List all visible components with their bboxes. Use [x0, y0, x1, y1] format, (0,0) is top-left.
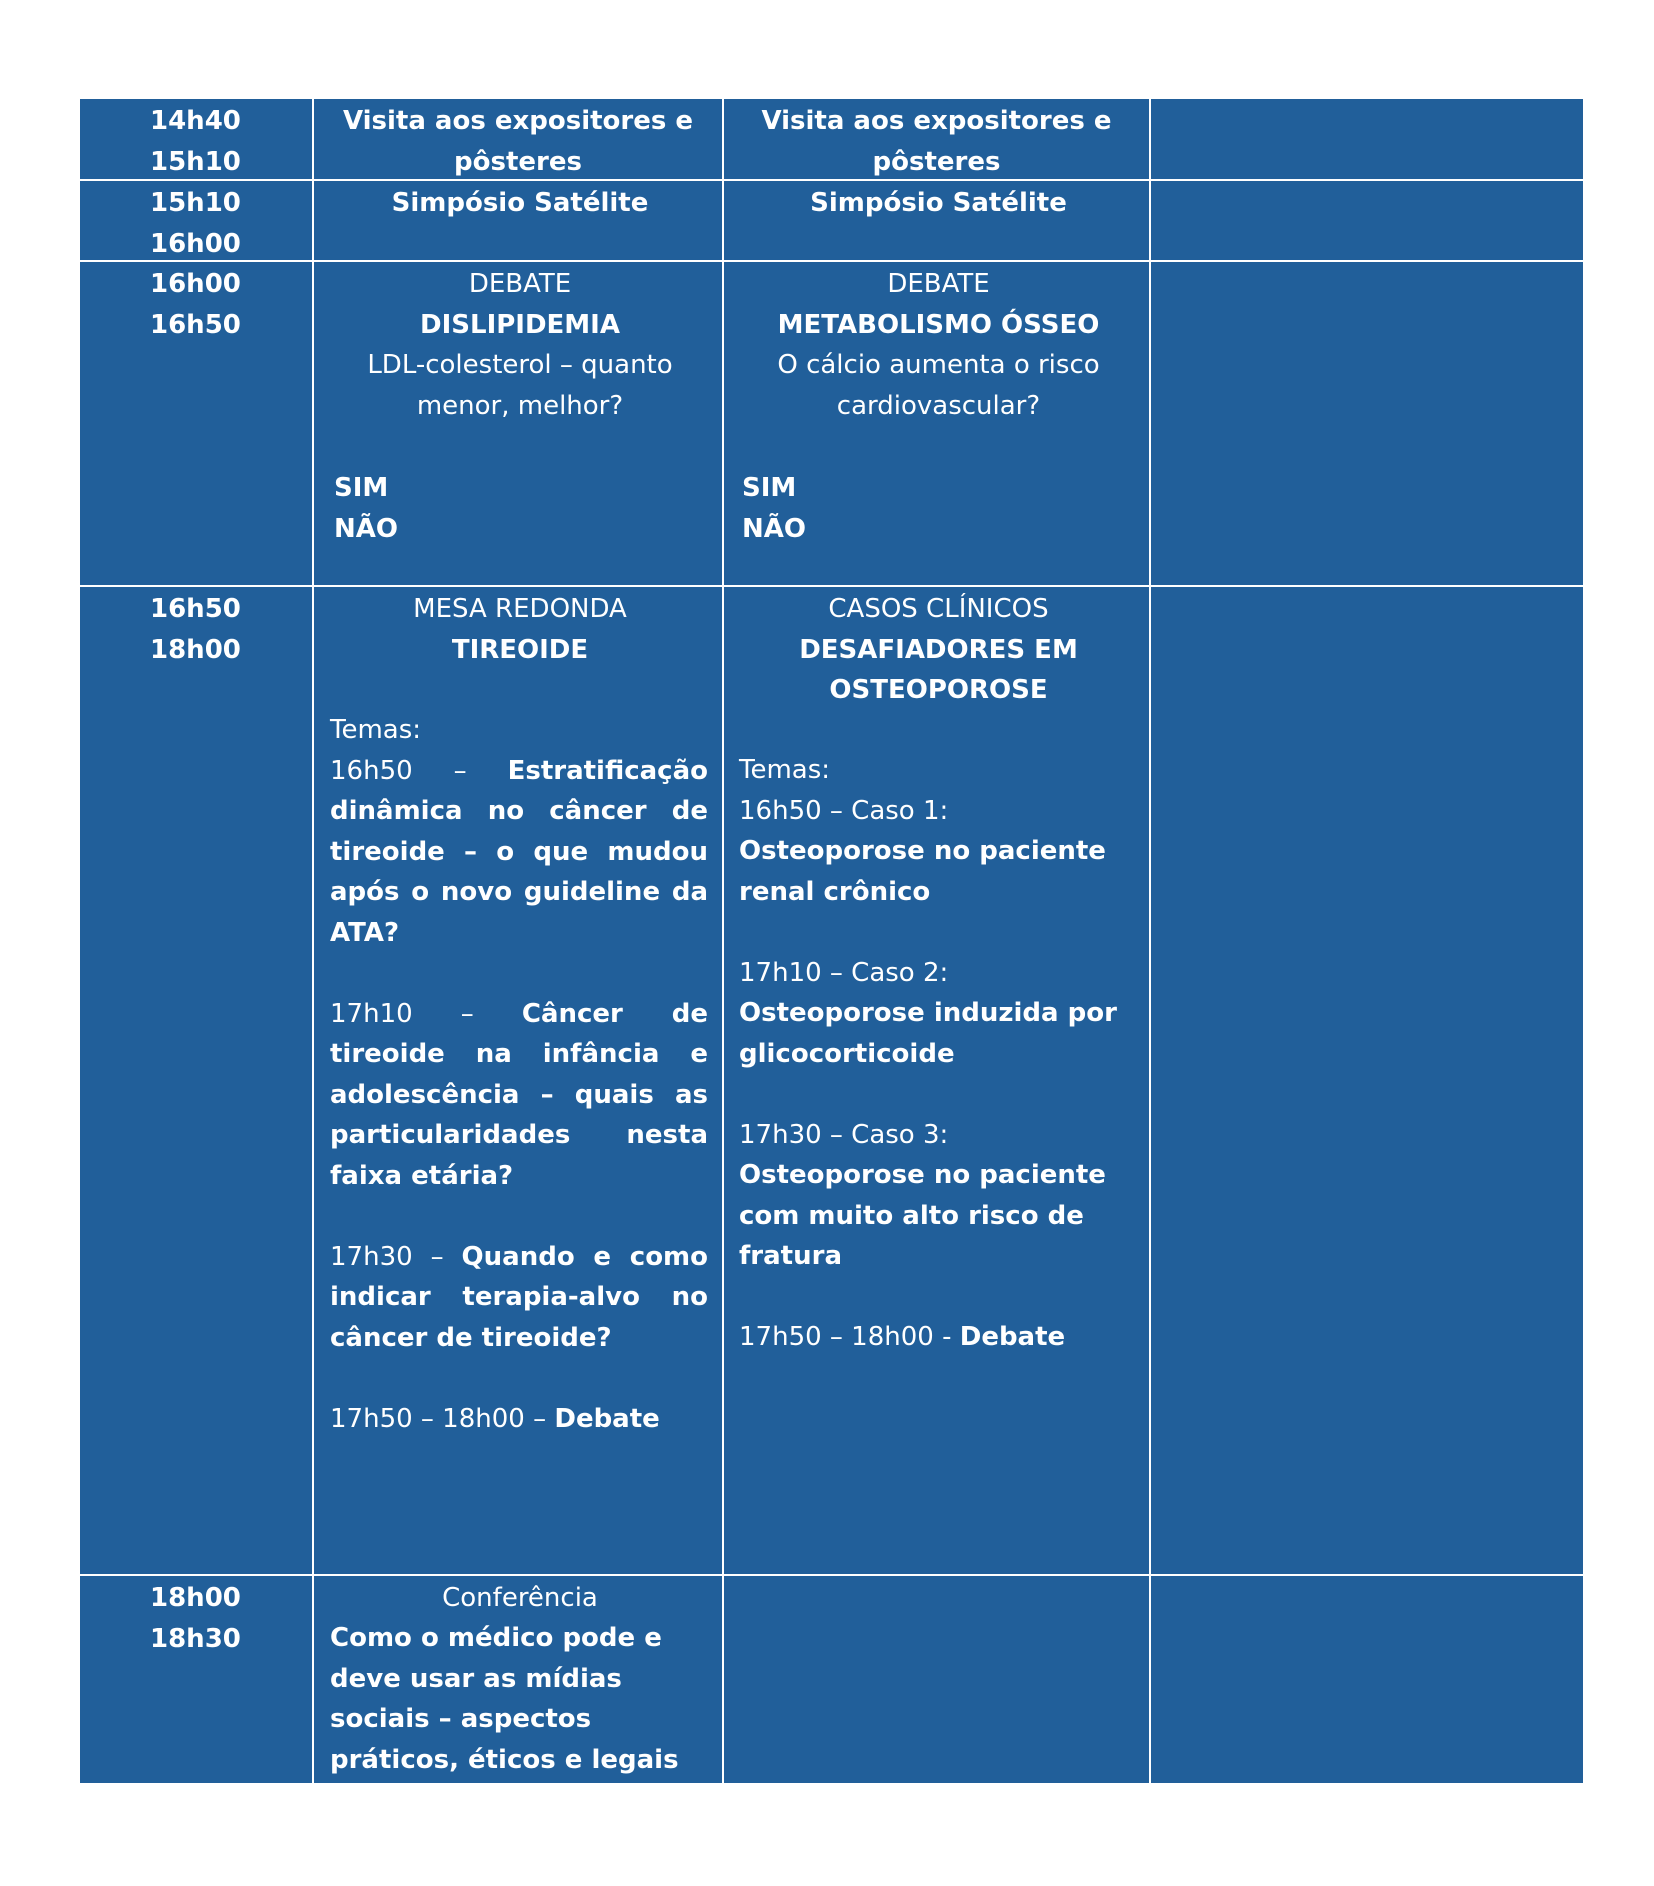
- topic-item: 17h30 – Quando e como indicar terapia-alvo no câncer de tireoide?: [330, 1241, 709, 1353]
- table-row: [80, 587, 1583, 1574]
- topics-label: Temas:: [739, 755, 831, 785]
- row-divider: [80, 585, 1583, 587]
- topic-item: 16h50 – Estratificação dinâmica no câncer de tireoide – o que mudou após o novo guideline da ATA?: [330, 755, 708, 948]
- case-time: 17h10 – Caso 2:: [739, 957, 949, 988]
- table-row: [80, 1576, 1583, 1818]
- session-title: TIREOIDE: [451, 634, 589, 665]
- debate-cell: [314, 262, 722, 585]
- table-row: [80, 99, 1583, 179]
- time-cell: [80, 1820, 312, 1883]
- debate-question: LDL-colesterol – quanto menor, melhor?: [367, 350, 673, 421]
- session-title: Simpósio Satélite: [391, 188, 649, 218]
- debate-question: O cálcio aumenta o risco cardiovascular?: [777, 350, 1100, 421]
- start-time: 16h00: [150, 269, 241, 299]
- option-no: NÃO: [334, 513, 398, 544]
- end-time: 18h00: [150, 634, 241, 665]
- option-yes: SIM: [742, 473, 797, 503]
- schedule-table: [80, 99, 1583, 1857]
- time-cell: [80, 1576, 312, 1818]
- case-time: 16h50 – Caso 1:: [739, 795, 949, 826]
- session-title: DESAFIADORES EM OSTEOPOROSE: [799, 634, 1078, 705]
- session-title: Visita aos expositores e pôsteres: [342, 106, 694, 177]
- session-type: DEBATE: [468, 269, 572, 299]
- session-title: Como o médico pode e deve usar as mídias sociais – aspectos práticos, éticos e legais: [330, 1623, 679, 1775]
- time-cell: [80, 99, 312, 179]
- start-time: 16h50: [150, 594, 241, 624]
- conference-cell: [314, 1576, 722, 1818]
- start-time: 15h10: [150, 188, 241, 218]
- session-title: ABERTURA: [442, 1827, 598, 1857]
- case-time: 17h30 – Caso 3:: [739, 1119, 949, 1150]
- end-time: 15h10: [150, 146, 241, 177]
- session-title: Visita aos expositores e pôsteres: [761, 106, 1112, 177]
- row-divider: [80, 1574, 1583, 1576]
- table-row: [80, 181, 1583, 260]
- round-table-cell: [314, 587, 722, 1574]
- session-cell: [314, 99, 722, 179]
- time-cell: [80, 181, 312, 260]
- column-divider: [312, 99, 314, 1783]
- start-time: 14h40: [150, 106, 241, 136]
- end-time: 18h30: [150, 1623, 241, 1654]
- session-cell: [724, 181, 1149, 260]
- case-title: Osteoporose induzida por glicocorticoide: [739, 998, 1117, 1069]
- session-cell: [314, 181, 722, 260]
- topics-label: Temas:: [330, 715, 422, 745]
- row-divider: [80, 260, 1583, 262]
- time-cell: [80, 262, 312, 585]
- session-title: DISLIPIDEMIA: [420, 309, 620, 340]
- option-yes: SIM: [334, 473, 389, 503]
- session-type: MESA REDONDA: [413, 594, 627, 624]
- session-title: METABOLISMO ÓSSEO: [777, 309, 1100, 340]
- column-divider: [722, 99, 724, 1783]
- column-divider: [1149, 99, 1151, 1783]
- session-cell: [724, 99, 1149, 179]
- case-title: Osteoporose no paciente renal crônico: [739, 836, 1106, 907]
- row-divider: [80, 179, 1583, 181]
- table-row: [80, 1820, 1583, 1883]
- end-time: 16h00: [150, 228, 241, 259]
- table-row: [80, 262, 1583, 585]
- topic-item: 17h50 – 18h00 - Debate: [739, 1322, 1066, 1352]
- start-time: 18h30: [150, 1827, 241, 1857]
- clinical-cases-cell: [724, 587, 1149, 1574]
- session-cell: [314, 1820, 722, 1883]
- session-type: Conferência: [442, 1583, 598, 1613]
- session-title: Simpósio Satélite: [810, 188, 1067, 218]
- row-divider: [80, 1818, 1583, 1820]
- case-title: Osteoporose no paciente com muito alto risco de fratura: [739, 1160, 1106, 1271]
- topic-item: 17h50 – 18h00 – Debate: [330, 1403, 660, 1434]
- topic-item: 17h10 – Câncer de tireoide na infância e adolescência – quais as particularidades nesta faixa etária?: [330, 998, 708, 1191]
- session-type: CASOS CLÍNICOS: [828, 594, 1049, 624]
- session-type: DEBATE: [887, 269, 990, 299]
- time-cell: [80, 587, 312, 1574]
- end-time: 16h50: [150, 309, 241, 340]
- start-time: 18h00: [150, 1583, 241, 1613]
- option-no: NÃO: [742, 513, 806, 544]
- debate-cell: [724, 262, 1149, 585]
